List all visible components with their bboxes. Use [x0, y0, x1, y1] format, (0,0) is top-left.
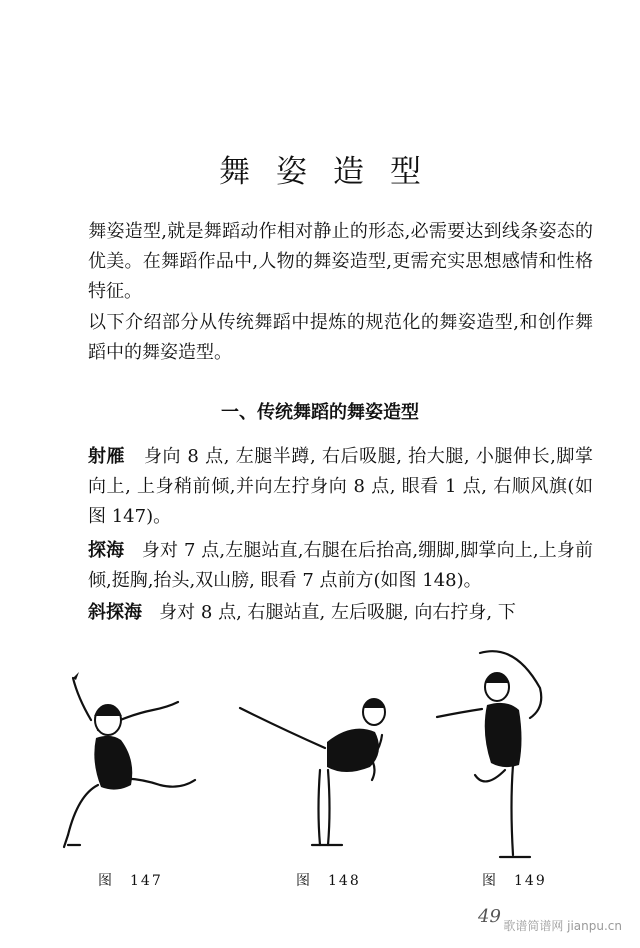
intro-paragraph-2	[88, 308, 593, 368]
entry-term: 射雁	[88, 446, 126, 467]
entry-text: 身向 8 点, 左腿半蹲, 右后吸腿, 抬大腿, 小腿伸长,脚掌向上, 上身稍前倾,并向左拧身向 8 点, 眼看 1 点, 右顺风旗(如图 147)。	[88, 446, 593, 527]
intro-paragraph-1	[88, 217, 593, 307]
figure-caption-148: 图 148	[296, 873, 361, 889]
figure-caption-147: 图 147	[98, 873, 163, 889]
entry-text: 身对 7 点,左腿站直,右腿在后抬高,绷脚,脚掌向上,上身前倾,挺胸,抬头,双山膀, 眼看 7 点前方(如图 148)。	[88, 540, 593, 591]
watermark: 歌谱简谱网 jianpu.cn	[503, 919, 622, 933]
entry-shooting-goose	[88, 442, 593, 532]
entry-text: 身对 8 点, 右腿站直, 左后吸腿, 向右拧身, 下	[159, 602, 516, 623]
section-heading: 一、传统舞蹈的舞姿造型	[221, 402, 419, 423]
entry-term: 探海	[88, 540, 125, 561]
dancer-arabesque-pose-icon	[232, 690, 402, 860]
intro-text-1: 舞姿造型,就是舞蹈动作相对静止的形态,必需要达到线条姿态的优美。在舞蹈作品中,人物的舞姿造型,更需充实思想感情和性格特征。	[88, 221, 593, 302]
entry-sea-probe	[88, 536, 593, 596]
dancer-attitude-pose-icon	[425, 645, 555, 865]
page-title: 舞姿造型	[219, 154, 447, 190]
intro-text-2: 以下介绍部分从传统舞蹈中提炼的规范化的舞姿造型,和创作舞蹈中的舞姿造型。	[88, 312, 593, 363]
page-number: 49	[478, 906, 501, 927]
dancer-shooting-goose-pose-icon	[28, 660, 218, 860]
entry-term: 斜探海	[88, 602, 142, 623]
figure-caption-149: 图 149	[482, 873, 547, 889]
entry-slant-sea-probe	[88, 598, 593, 628]
